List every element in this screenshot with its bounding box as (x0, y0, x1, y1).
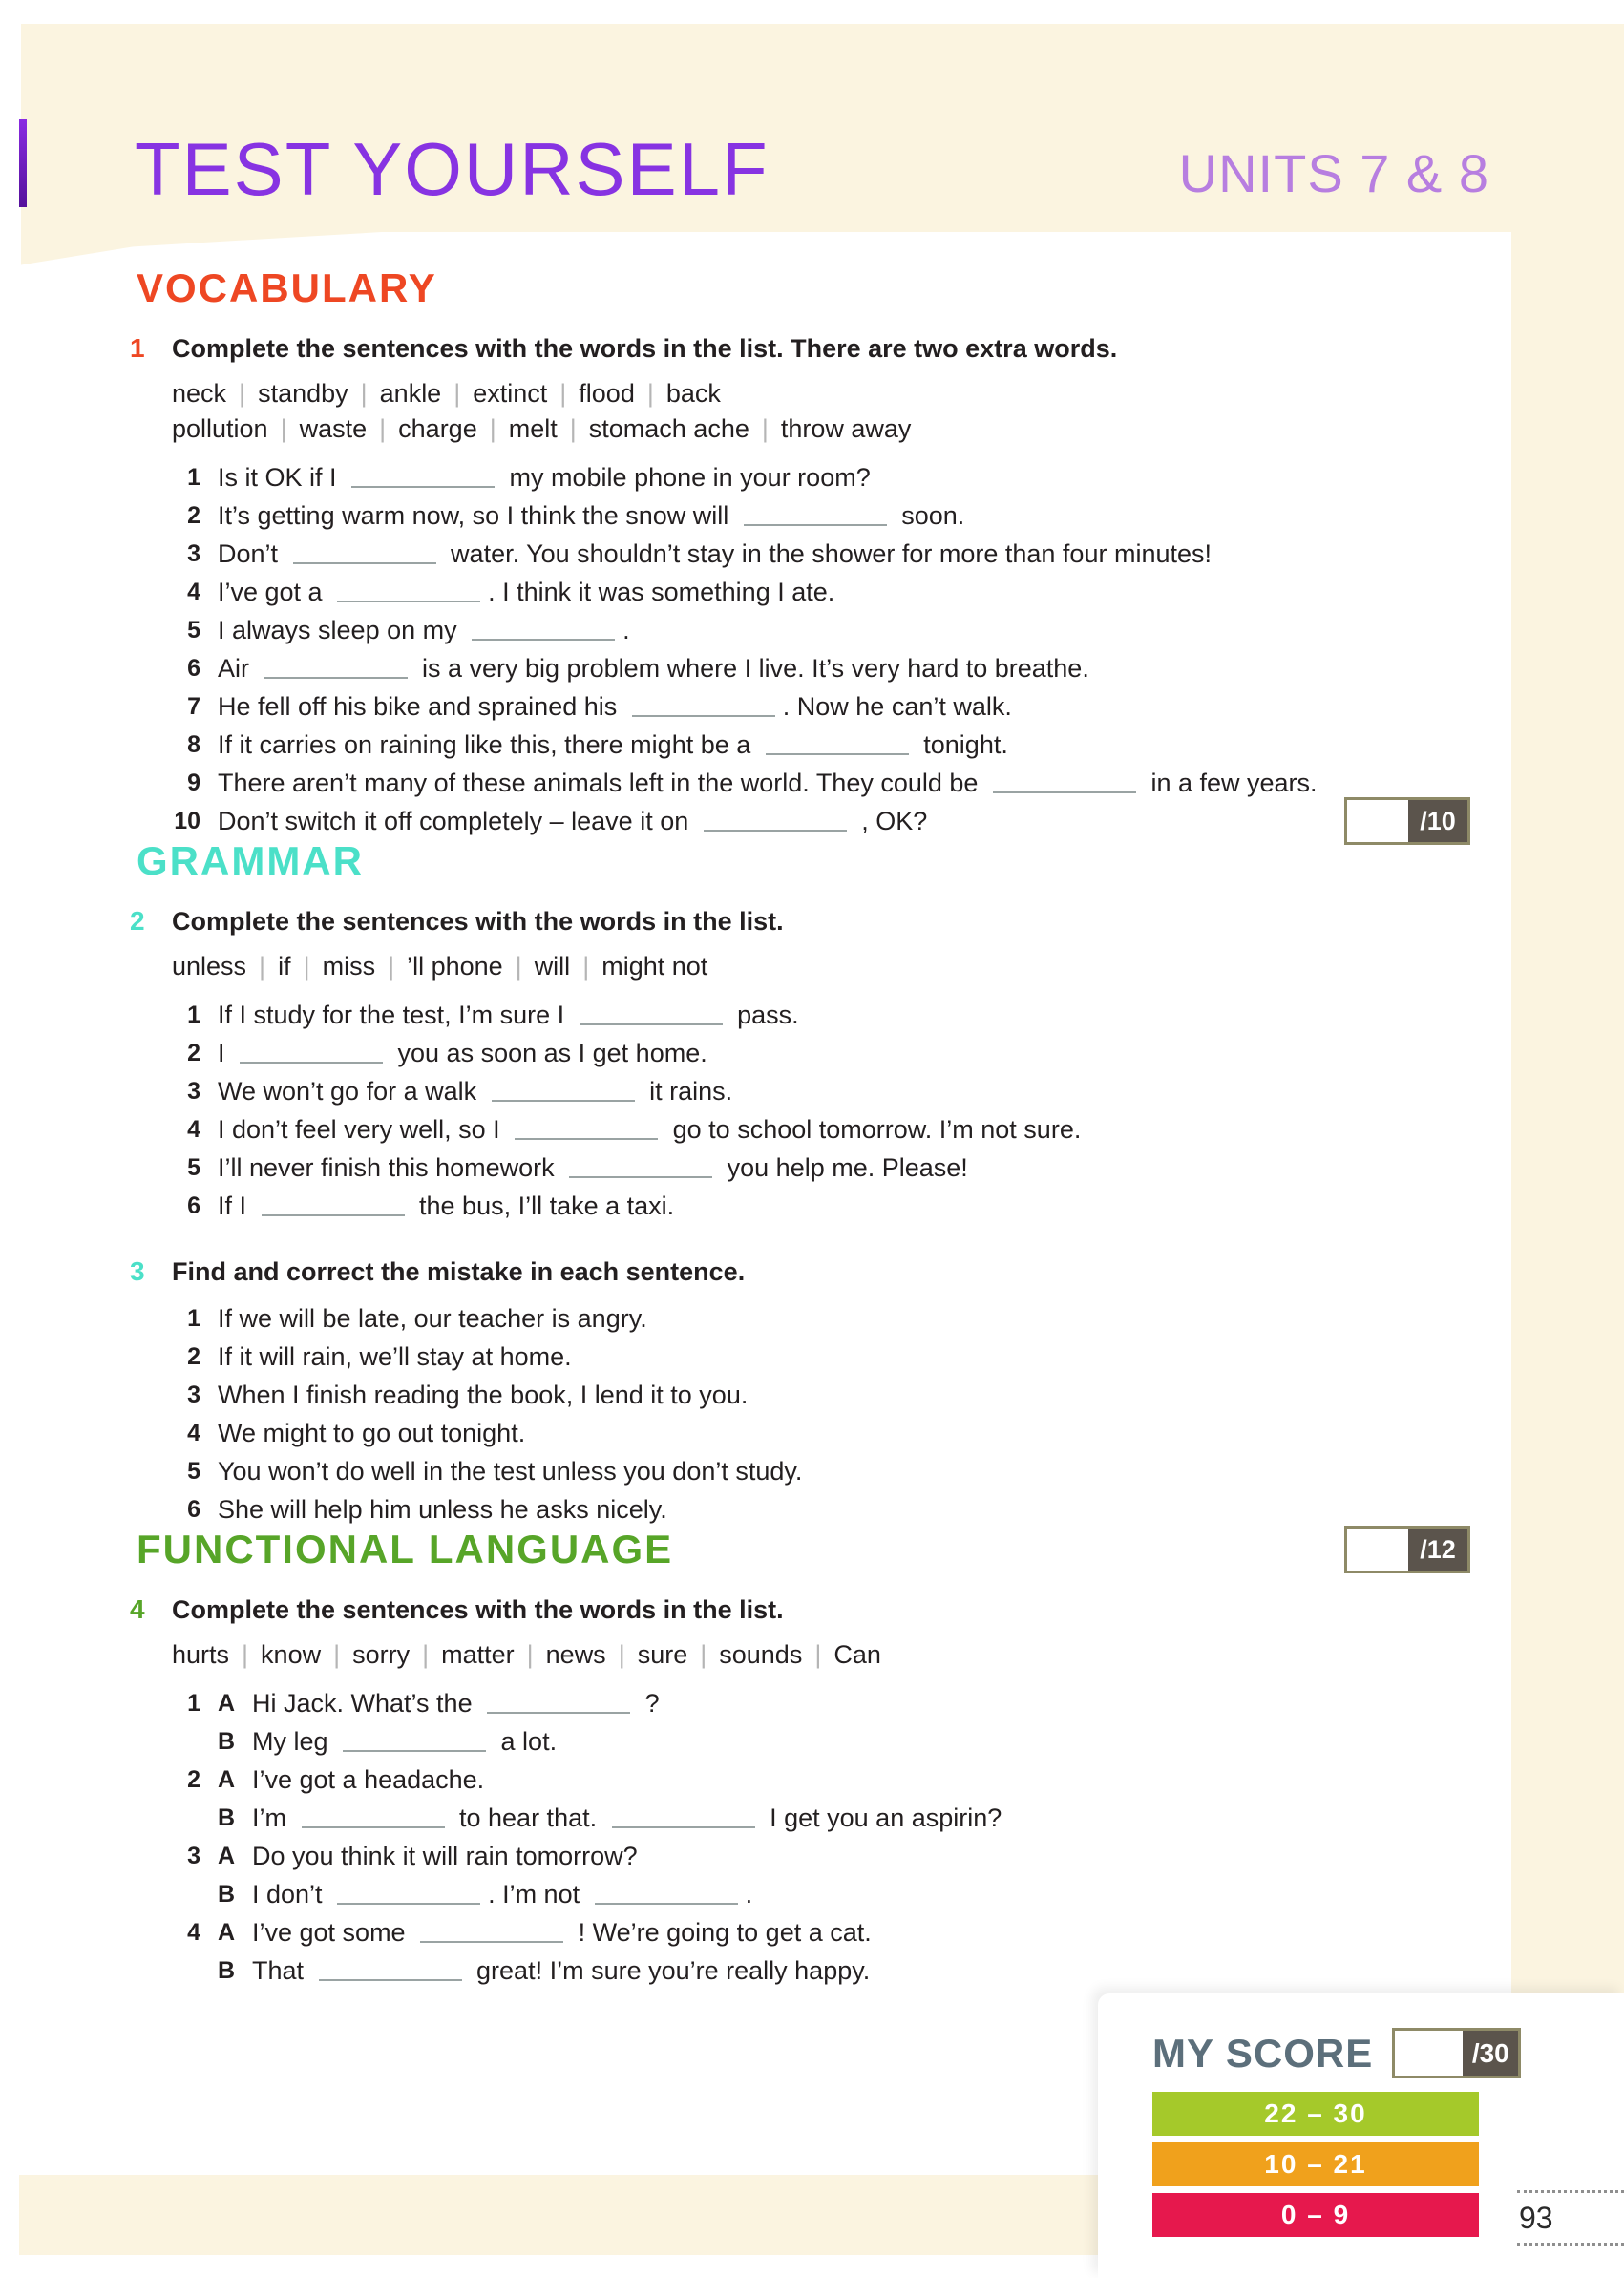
exercise-1 (130, 332, 1413, 840)
word-option: ’ll phone (407, 952, 503, 981)
word-separator: | (515, 952, 522, 981)
answer-blank[interactable] (492, 1077, 635, 1102)
exercise-instruction: Complete the sentences with the words in the list. (172, 1595, 784, 1624)
word-separator: | (360, 379, 368, 408)
answer-blank[interactable] (420, 1918, 563, 1943)
sentence-text: There aren’t many of these animals left in the world. They could be in a few years. (218, 769, 1318, 797)
exercise-instruction: Complete the sentences with the words in the list. (172, 907, 784, 936)
dialogue-text: I’m to hear that. I get you an aspirin? (252, 1803, 1002, 1832)
sentence-text: I’ve got a . I think it was something I ate. (218, 578, 835, 606)
answer-blank[interactable] (569, 1153, 712, 1178)
item-number: 6 (187, 655, 200, 682)
dialogue-list (172, 1684, 1413, 1990)
item-number (172, 1722, 200, 1761)
sentence-text: I you as soon as I get home. (218, 1039, 707, 1067)
word-separator: | (559, 379, 567, 408)
content-column (0, 267, 1413, 1990)
exercise-4 (130, 1593, 1413, 1990)
speaker-label: B (218, 1881, 236, 1908)
right-margin-band (1511, 24, 1624, 2255)
speaker-label: A (218, 1843, 236, 1869)
word-separator: | (761, 414, 769, 443)
page-number: 93 (1519, 2201, 1553, 2235)
exercise-number: 2 (130, 906, 145, 936)
answer-blank[interactable] (632, 692, 775, 717)
word-separator: | (388, 952, 395, 981)
score-box-grammar (1344, 1526, 1470, 1573)
word-separator: | (526, 1640, 534, 1669)
exercise-body (172, 1593, 1413, 1990)
word-option: matter (441, 1640, 515, 1669)
exercise-instruction: Find and correct the mistake in each sentence. (172, 1257, 746, 1286)
word-option: will (534, 952, 571, 981)
sentence-item (172, 1149, 1413, 1187)
my-score-panel (1098, 1993, 1624, 2278)
sentence-item (172, 1034, 1413, 1072)
section-heading-grammar: GRAMMAR (137, 838, 364, 883)
word-separator: | (303, 952, 310, 981)
sentence-text: He fell off his bike and sprained his . Now he can’t walk. (218, 692, 1012, 721)
item-number: 1 (187, 1002, 200, 1028)
sentence-item (172, 1187, 1413, 1225)
sentence-item (172, 996, 1413, 1034)
word-option: flood (579, 379, 635, 408)
sentence-item (172, 649, 1413, 687)
sentence-item (172, 535, 1413, 573)
answer-blank[interactable] (612, 1803, 755, 1828)
item-number: 4 (187, 579, 200, 605)
item-number: 3 (187, 1382, 200, 1408)
item-number: 3 (187, 1843, 200, 1869)
answer-blank[interactable] (264, 654, 408, 679)
sentence-item (172, 1072, 1413, 1110)
speaker-label: B (218, 1957, 236, 1984)
item-number: 3 (187, 540, 200, 567)
item-number: 1 (187, 464, 200, 491)
exercise-number: 4 (130, 1594, 145, 1624)
speaker-label: B (218, 1728, 236, 1755)
word-separator: | (379, 414, 387, 443)
answer-blank[interactable] (351, 463, 495, 488)
word-option: stomach ache (588, 414, 749, 443)
sentence-item (172, 573, 1413, 611)
sentence-list (172, 1299, 1413, 1529)
score-entry-field[interactable] (1395, 2031, 1463, 2076)
word-list (172, 376, 1413, 447)
exercise-number: 1 (130, 333, 145, 363)
item-number: 4 (187, 1116, 200, 1143)
word-separator: | (242, 1640, 249, 1669)
score-max-label: /12 (1408, 1529, 1467, 1571)
item-number: 5 (187, 1458, 200, 1485)
word-option: charge (398, 414, 477, 443)
speaker-label: A (218, 1919, 236, 1946)
word-option: hurts (172, 1640, 230, 1669)
answer-blank[interactable] (744, 501, 887, 526)
sentence-text: When I finish reading the book, I lend it to you. (218, 1381, 749, 1409)
word-separator: | (259, 952, 266, 981)
answer-blank[interactable] (993, 769, 1136, 793)
sentence-text: If I the bus, I’ll take a taxi. (218, 1192, 675, 1220)
word-list (172, 1637, 1413, 1673)
item-number: 8 (187, 731, 200, 758)
exercise-instruction: Complete the sentences with the words in the list. There are two extra words. (172, 334, 1118, 363)
answer-blank[interactable] (302, 1803, 445, 1828)
word-separator: | (422, 1640, 430, 1669)
answer-blank[interactable] (580, 1001, 723, 1025)
word-option: news (545, 1640, 606, 1669)
word-option: sure (637, 1640, 688, 1669)
dialogue-line (172, 1951, 1413, 1990)
sentence-item (172, 1452, 1413, 1490)
sentence-item (172, 764, 1413, 802)
answer-blank[interactable] (595, 1880, 738, 1905)
score-entry-field[interactable] (1347, 1529, 1408, 1571)
word-list-row (172, 376, 1413, 411)
item-number: 2 (187, 1343, 200, 1370)
answer-blank[interactable] (766, 730, 909, 755)
exercise-2 (130, 905, 1413, 1225)
word-list-row (172, 411, 1413, 447)
sentence-item (172, 1110, 1413, 1149)
word-option: know (261, 1640, 322, 1669)
item-number: 6 (187, 1192, 200, 1219)
word-list-row (172, 949, 1413, 984)
exercise-body (172, 905, 1413, 1225)
dialogue-line (172, 1684, 1413, 1722)
dialogue-text: My leg a lot. (252, 1727, 558, 1756)
word-option: neck (172, 379, 227, 408)
answer-blank[interactable] (487, 1689, 630, 1714)
item-number: 4 (187, 1420, 200, 1446)
score-band: 10 – 21 (1152, 2142, 1479, 2186)
speaker-label: B (218, 1804, 236, 1831)
sentence-item (172, 726, 1413, 764)
page-number-block (1517, 2190, 1624, 2246)
word-option: sorry (352, 1640, 411, 1669)
word-separator: | (582, 952, 590, 981)
sentence-text: We might to go out tonight. (218, 1419, 526, 1447)
sentence-list (172, 996, 1413, 1225)
item-number: 5 (187, 1154, 200, 1181)
section-heading-vocabulary: VOCABULARY (137, 265, 437, 310)
item-number: 2 (187, 1766, 200, 1793)
speaker-label: A (218, 1766, 236, 1793)
dialogue-text: I don’t . I’m not . (252, 1880, 753, 1909)
answer-blank[interactable] (472, 616, 615, 641)
word-option: might not (601, 952, 708, 981)
item-number: 9 (187, 770, 200, 796)
word-option: waste (299, 414, 368, 443)
word-option: back (665, 379, 721, 408)
sentence-text: Don’t water. You shouldn’t stay in the shower for more than four minutes! (218, 539, 1212, 568)
sentence-item (172, 687, 1413, 726)
item-number: 3 (187, 1078, 200, 1105)
exercise-3 (130, 1255, 1413, 1529)
sentence-text: She will help him unless he asks nicely. (218, 1495, 667, 1524)
score-band: 22 – 30 (1152, 2092, 1479, 2136)
score-max-label: /30 (1463, 2031, 1518, 2076)
answer-blank[interactable] (240, 1039, 383, 1064)
word-separator: | (489, 414, 496, 443)
score-bands (1152, 2092, 1479, 2244)
exercise-body (172, 1255, 1413, 1529)
exercise-number: 3 (130, 1256, 145, 1286)
sentence-item (172, 496, 1413, 535)
item-number (172, 1875, 200, 1913)
word-option: Can (833, 1640, 881, 1669)
word-option: extinct (473, 379, 548, 408)
dialogue-text: I’ve got some ! We’re going to get a cat. (252, 1918, 872, 1947)
dialogue-line (172, 1799, 1413, 1837)
answer-blank[interactable] (262, 1192, 405, 1216)
word-separator: | (814, 1640, 822, 1669)
item-number: 10 (174, 808, 200, 834)
sentence-text: If I study for the test, I’m sure I pass. (218, 1001, 799, 1029)
item-number: 1 (187, 1305, 200, 1332)
dialogue-line (172, 1875, 1413, 1913)
sentence-item (172, 1338, 1413, 1376)
answer-blank[interactable] (293, 539, 436, 564)
item-number: 6 (187, 1496, 200, 1523)
word-option: sounds (719, 1640, 803, 1669)
item-number (172, 1951, 200, 1990)
section-heading-functional-language: FUNCTIONAL LANGUAGE (137, 1527, 674, 1571)
word-option: standby (258, 379, 348, 408)
dotted-divider (1517, 2243, 1624, 2246)
item-number: 4 (187, 1919, 200, 1946)
sentence-item (172, 1376, 1413, 1414)
word-separator: | (618, 1640, 625, 1669)
word-option: ankle (379, 379, 442, 408)
sentence-text: I don’t feel very well, so I go to school tomorrow. I’m not sure. (218, 1115, 1082, 1144)
sentence-text: We won’t go for a walk it rains. (218, 1077, 733, 1106)
word-option: unless (172, 952, 247, 981)
sentence-item (172, 1490, 1413, 1529)
word-option: pollution (172, 414, 268, 443)
sentence-text: It’s getting warm now, so I think the snow will soon. (218, 501, 965, 530)
dialogue-text: Do you think it will rain tomorrow? (252, 1842, 638, 1870)
score-entry-field[interactable] (1347, 800, 1408, 842)
answer-blank[interactable] (337, 578, 480, 602)
dialogue-line (172, 1722, 1413, 1761)
item-number: 7 (187, 693, 200, 720)
sentence-item (172, 1299, 1413, 1338)
word-separator: | (239, 379, 246, 408)
word-option: throw away (780, 414, 912, 443)
item-number: 2 (187, 502, 200, 529)
score-box-total (1392, 2028, 1521, 2078)
my-score-row (1152, 2028, 1521, 2078)
sentence-item (172, 802, 1413, 840)
dialogue-line (172, 1913, 1413, 1951)
answer-blank[interactable] (337, 1880, 480, 1905)
word-option: if (278, 952, 291, 981)
dialogue-text: Hi Jack. What’s the ? (252, 1689, 660, 1718)
page-title: TEST YOURSELF (135, 127, 770, 211)
sentence-text: Air is a very big problem where I live. It’s very hard to breathe. (218, 654, 1089, 683)
spine-tab (19, 119, 27, 207)
word-option: melt (508, 414, 558, 443)
sentence-text: If we will be late, our teacher is angry. (218, 1304, 647, 1333)
word-option: miss (322, 952, 376, 981)
speaker-label: A (218, 1690, 236, 1717)
item-number: 1 (187, 1690, 200, 1717)
word-separator: | (453, 379, 461, 408)
item-number: 5 (187, 617, 200, 643)
sentence-text: Don’t switch it off completely – leave it on , OK? (218, 807, 928, 835)
sentence-text: You won’t do well in the test unless you don’t study. (218, 1457, 803, 1486)
score-band: 0 – 9 (1152, 2193, 1479, 2237)
sentence-item (172, 1414, 1413, 1452)
word-separator: | (333, 1640, 341, 1669)
my-score-label: MY SCORE (1152, 2030, 1374, 2076)
word-list-row (172, 1637, 1413, 1673)
dialogue-line (172, 1761, 1413, 1799)
sentence-item (172, 611, 1413, 649)
sentence-item (172, 458, 1413, 496)
score-max-label: /10 (1408, 800, 1467, 842)
dialogue-text: That great! I’m sure you’re really happy. (252, 1956, 871, 1985)
sentence-text: Is it OK if I my mobile phone in your room? (218, 463, 871, 492)
units-label: UNITS 7 & 8 (1178, 143, 1489, 203)
dialogue-text: I’ve got a headache. (252, 1765, 485, 1794)
word-list (172, 949, 1413, 984)
sentence-text: If it carries on raining like this, there might be a tonight. (218, 730, 1008, 759)
sentence-text: I’ll never finish this homework you help me. Please! (218, 1153, 968, 1182)
word-separator: | (280, 414, 287, 443)
word-separator: | (646, 379, 654, 408)
score-box-vocabulary (1344, 797, 1470, 845)
answer-blank[interactable] (704, 807, 847, 832)
answer-blank[interactable] (343, 1727, 486, 1752)
exercise-body (172, 332, 1413, 840)
word-separator: | (569, 414, 577, 443)
word-separator: | (700, 1640, 707, 1669)
sentence-text: I always sleep on my . (218, 616, 630, 644)
answer-blank[interactable] (515, 1115, 658, 1140)
answer-blank[interactable] (319, 1956, 462, 1981)
item-number (172, 1799, 200, 1837)
item-number: 2 (187, 1040, 200, 1066)
sentence-text: If it will rain, we’ll stay at home. (218, 1342, 572, 1371)
sentence-list (172, 458, 1413, 840)
dialogue-line (172, 1837, 1413, 1875)
